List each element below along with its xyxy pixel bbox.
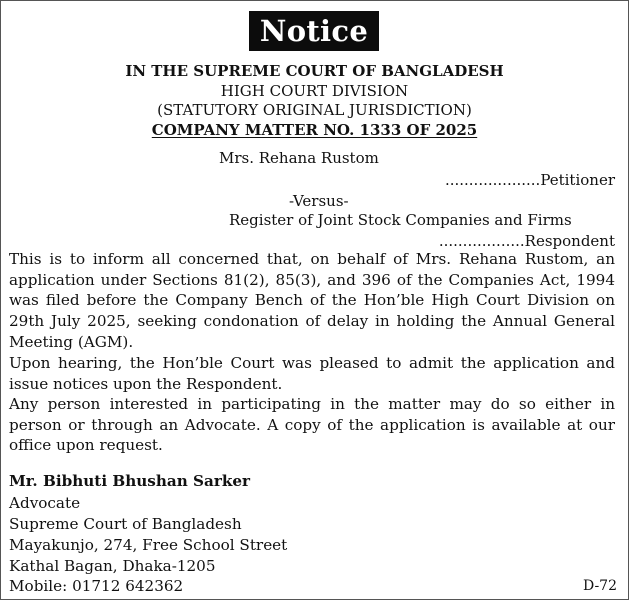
- body-paragraph-hearing: Upon hearing, the Hon’ble Court was pleased to admit the application and issue notices upon the Respondent.: [9, 354, 615, 393]
- advocate-organization: Supreme Court of Bangladesh: [9, 515, 242, 533]
- body-paragraph-participation: Any person interested in participating in the matter may do so either in person or through an Advocate. A copy of the application is available at our office upon request.: [9, 395, 615, 455]
- court-name: IN THE SUPREME COURT OF BANGLADESH: [125, 62, 504, 80]
- petitioner-name: Mrs. Rehana Rustom: [219, 149, 379, 167]
- versus-label: -Versus-: [289, 192, 349, 210]
- advocate-address-line2: Kathal Bagan, Dhaka-1205: [9, 557, 216, 575]
- court-division: HIGH COURT DIVISION: [220, 82, 409, 100]
- advocate-name: Mr. Bibhuti Bhushan Sarker: [9, 472, 251, 490]
- advocate-address-line1: Mayakunjo, 274, Free School Street: [9, 536, 288, 554]
- notice-title: Notice: [249, 11, 379, 51]
- ad-code: D-72: [582, 578, 617, 594]
- respondent-label: ..................Respondent: [438, 232, 615, 250]
- respondent-name: Register of Joint Stock Companies and Firms: [229, 211, 572, 229]
- advocate-title: Advocate: [9, 494, 81, 512]
- advocate-mobile: Mobile: 01712 642362: [9, 577, 184, 595]
- body-paragraph-application: This is to inform all concerned that, on behalf of Mrs. Rehana Rustom, an application under Sections 81(2), 85(3), and 396 of the Companies Act, 1994 was filed before the Company Bench of the Hon’ble High Court Division on 29th July 2025, seeking condonation of delay in holding the Annual General Meeting (AGM).: [9, 250, 615, 351]
- court-jurisdiction: (STATUTORY ORIGINAL JURISDICTION): [157, 101, 472, 119]
- petitioner-label: ....................Petitioner: [444, 171, 615, 189]
- matter-number: COMPANY MATTER NO. 1333 OF 2025: [151, 121, 478, 139]
